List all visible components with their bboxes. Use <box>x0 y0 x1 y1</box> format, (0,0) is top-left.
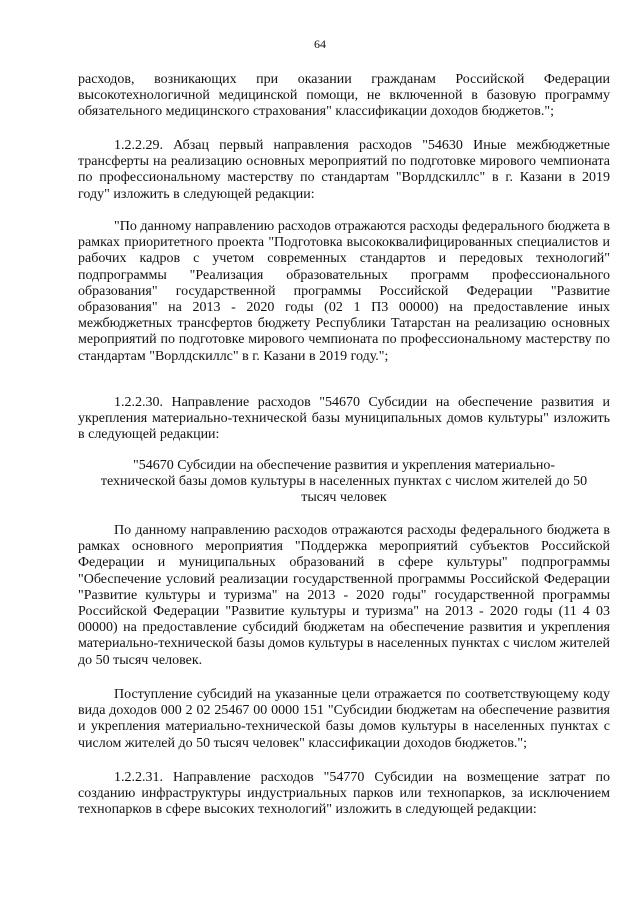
paragraph-1-2-2-30: 1.2.2.30. Направление расходов "54670 Субсидии на обеспечение развития и укрепления материально-технической базы муниципальных домов культуры" изложить в следующей редакции: <box>78 395 610 443</box>
paragraph-1-2-2-31: 1.2.2.31. Направление расходов "54770 Субсидии на возмещение затрат по созданию инфраструктуры индустриальных парков или технопарков, за исключением технопарков в сфере высоких технологий" изложить в следующей редакции: <box>78 770 610 818</box>
paragraph-54670-revenue: Поступление субсидий на указанные цели отражается по соответствующему коду вида доходов 000 2 02 25467 00 0000 151 "Субсидии бюджетам на обеспечение развития и укрепления материально-технической базы домов культуры в населенных пунктах с числом жителей до 50 тысяч человек" классификации доходов бюджетов."; <box>78 687 610 751</box>
page-number: 64 <box>314 37 326 51</box>
paragraph-continuation: расходов, возникающих при оказании гражданам Российской Федерации высокотехнологичной медицинской помощи, не включенной в базовую программу обязательного медицинского страхования" классификации доходов бюджетов."; <box>78 72 610 120</box>
paragraph-quoted-54630: "По данному направлению расходов отражаются расходы федерального бюджета в рамках приоритетного проекта "Подготовка высококвалифицированных специалистов и рабочих кадров с учетом современных стандартов и передовых технологий" подпрограммы "Реализация образовательных программ профессионального образования" государственной программы Российской Федерации "Развитие образования" на 2013 - 2020 годы (02 1 П3 00000) на предоставление иных межбюджетных трансфертов бюджету Республики Татарстан на реализацию основных мероприятий по подготовке мирового чемпионата по профессиональному мастерству по стандартам "Ворлдскиллс" в г. Казани в 2019 году."; <box>78 219 610 364</box>
paragraph-1-2-2-29: 1.2.2.29. Абзац первый направления расходов "54630 Иные межбюджетные трансферты на реализацию основных мероприятий по подготовке мирового чемпионата по профессиональному мастерству по стандартам "Ворлдскиллс" в г. Казани в 2019 году" изложить в следующей редакции: <box>78 138 610 202</box>
paragraph-54670-description: По данному направлению расходов отражаются расходы федерального бюджета в рамках основного мероприятия "Поддержка мероприятий субъектов Российской Федерации и муниципальных образований в сфере культуры" подпрограммы "Обеспечение условий реализации государственной программы Российской Федерации "Развитие культуры и туризма" на 2013 - 2020 годы" государственной программы Российской Федерации "Развитие культуры и туризма" на 2013 - 2020 годы (11 4 03 00000) на предоставление субсидий бюджетам на обеспечение развития и укрепления материально-технической базы домов культуры в населенных пунктах с числом жителей до 50 тысяч человек. <box>78 523 610 668</box>
heading-54670: "54670 Субсидии на обеспечение развития и укрепления материально-технической базы домов культуры в населенных пунктах с числом жителей до 50 тысяч человек <box>100 458 588 506</box>
